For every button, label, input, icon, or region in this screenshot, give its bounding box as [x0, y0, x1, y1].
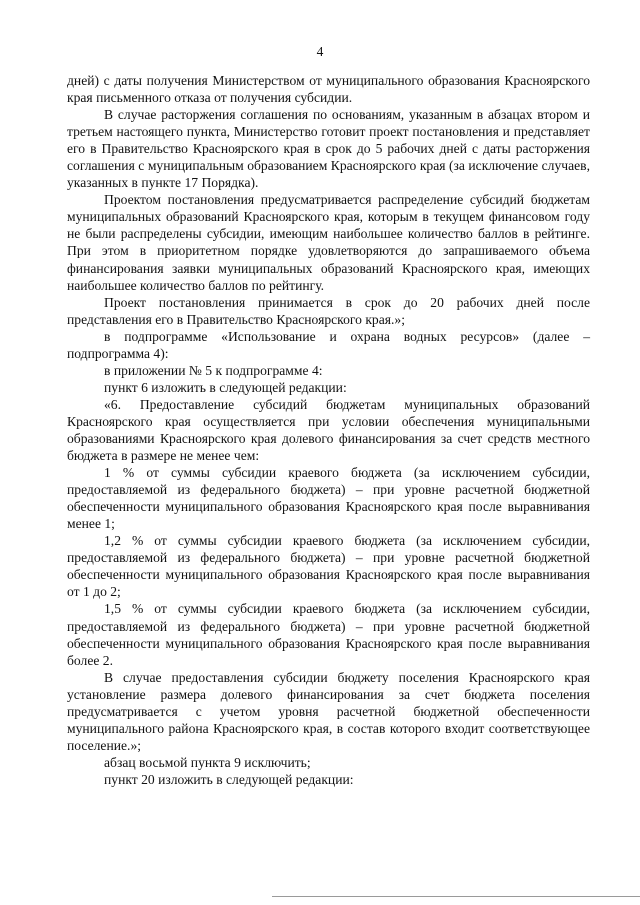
paragraph-appendix-5: в приложении № 5 к подпрограмме 4: — [104, 362, 323, 378]
paragraph-item-9-exclude: абзац восьмой пункта 9 исключить; — [104, 754, 311, 770]
paragraph-rate-1-2-percent: 1,2 % от суммы субсидии краевого бюджета (за исключением субсидии, предоставляемой из федерального бюджета) – при уровне расчетной бюджетной обеспеченности муниципального образования Красноярского края после выравнивания от 1 до 2; — [67, 533, 590, 600]
paragraph-settlement-budget: В случае предоставления субсидии бюджету поселения Красноярского края установление размера долевого финансирования за счет бюджета поселения предусматривается с учетом уровня расчетной бюджетной обеспеченности муниципального района Красноярского края, в состав которого входит соответствующее поселение.»; — [67, 669, 590, 753]
bottom-rule — [272, 896, 640, 897]
paragraph-rate-1-percent: 1 % от суммы субсидии краевого бюджета (за исключением субсидии, предоставляемой из федерального бюджета) – при уровне расчетной бюджетной обеспеченности муниципального образования Красноярского края после выравнивания менее 1; — [67, 465, 590, 532]
paragraph-item-6-text: «6. Предоставление субсидий бюджетам муниципальных образований Красноярского края осуществляется при условии обеспечения муниципальными образованиями Красноярского края долевого финансирования за счет средств местного бюджета в размере не менее чем: — [67, 396, 590, 464]
paragraph-draft-resolution-distribution: Проектом постановления предусматривается распределение субсидий бюджетам муниципальных образований Красноярского края, которым в текущем финансовом году не были распределены субсидии, имеющим наибольшее количество баллов в рейтинге. При этом в приоритетном порядке удовлетворяются до запрашиваемого объема финансирования заявки муниципальных образований Красноярского края, имеющих наибольшее количество баллов по рейтингу. — [67, 192, 590, 293]
paragraph-termination-of-agreement: В случае расторжения соглашения по основаниям, указанным в абзацах втором и третьем настоящего пункта, Министерство готовит проект постановления и представляет его в Правительство Красноярского края в срок до 5 рабочих дней с даты расторжения соглашения с муниципальным образованием Красноярского края (за исключение случаев, указанных в пункте 17 Порядка). — [67, 107, 590, 191]
paragraph-item-6-intro: пункт 6 изложить в следующей редакции: — [104, 379, 347, 395]
paragraph-draft-resolution-deadline: Проект постановления принимается в срок до 20 рабочих дней после представления его в Правительство Красноярского края.»; — [67, 294, 590, 327]
document-body — [67, 72, 590, 788]
paragraph-subprogram-4: в подпрограмме «Использование и охрана водных ресурсов» (далее – подпрограмма 4): — [67, 328, 590, 361]
paragraph-item-20-intro: пункт 20 изложить в следующей редакции: — [104, 771, 354, 787]
paragraph-continuation: дней) с даты получения Министерством от муниципального образования Красноярского края письменного отказа от получения субсидии. — [67, 73, 590, 106]
paragraph-rate-1-5-percent: 1,5 % от суммы субсидии краевого бюджета (за исключением субсидии, предоставляемой из федерального бюджета) – при уровне расчетной бюджетной обеспеченности муниципального образования Красноярского края после выравнивания более 2. — [67, 601, 590, 668]
page-number: 4 — [316, 44, 324, 59]
